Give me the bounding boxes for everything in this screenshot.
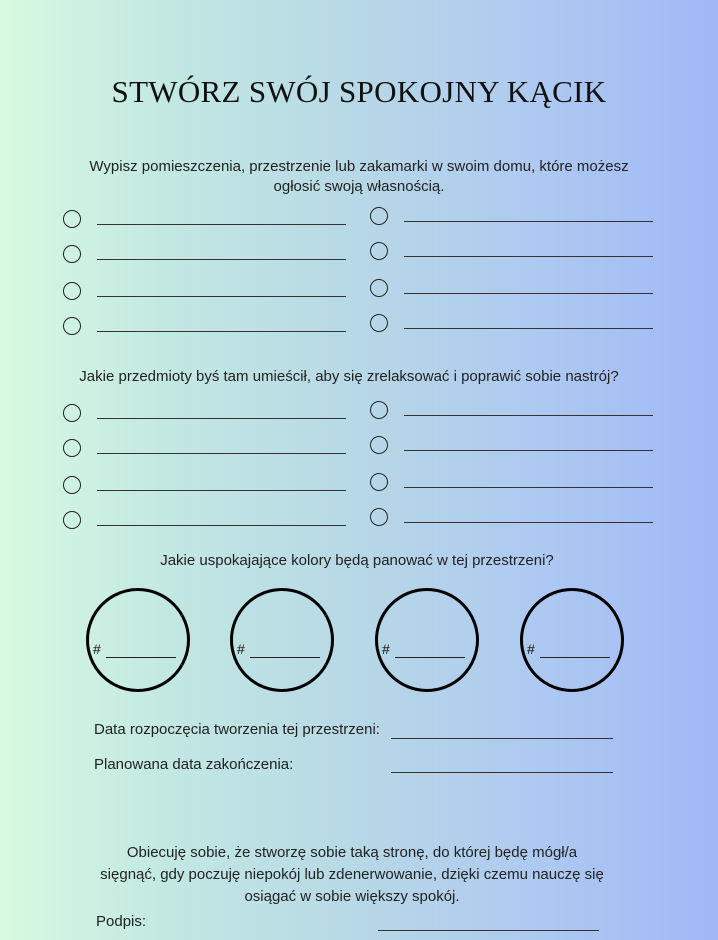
list-item[interactable] — [63, 210, 363, 236]
color-code-line[interactable] — [250, 657, 320, 658]
end-date-line[interactable] — [391, 772, 613, 773]
color-circle[interactable] — [230, 588, 334, 692]
checkbox-circle[interactable] — [370, 279, 388, 297]
list-item[interactable] — [370, 508, 670, 534]
color-code-line[interactable] — [395, 657, 465, 658]
color-circle[interactable] — [375, 588, 479, 692]
list-item[interactable] — [370, 242, 670, 268]
checkbox-circle[interactable] — [370, 436, 388, 454]
list-item[interactable] — [370, 473, 670, 499]
answer-line[interactable] — [404, 522, 653, 523]
answer-line[interactable] — [97, 490, 346, 491]
signature-line[interactable] — [378, 930, 599, 931]
checkbox-circle[interactable] — [63, 210, 81, 228]
checkbox-circle[interactable] — [63, 245, 81, 263]
answer-line[interactable] — [404, 328, 653, 329]
list-item[interactable] — [63, 282, 363, 308]
hash-sign: # — [382, 641, 390, 657]
list-item[interactable] — [370, 314, 670, 340]
list-item[interactable] — [63, 476, 363, 502]
answer-line[interactable] — [404, 221, 653, 222]
start-date-line[interactable] — [391, 738, 613, 739]
promise-text — [0, 842, 704, 908]
section1-prompt — [0, 157, 718, 197]
list-item[interactable] — [63, 511, 363, 537]
list-item[interactable] — [370, 401, 670, 427]
answer-line[interactable] — [97, 331, 346, 332]
checkbox-circle[interactable] — [63, 282, 81, 300]
section3-prompt: Jakie uspokajające kolory będą panować w tej przestrzeni? — [160, 552, 554, 569]
answer-line[interactable] — [404, 450, 653, 451]
checkbox-circle[interactable] — [370, 207, 388, 225]
checkbox-circle[interactable] — [63, 439, 81, 457]
list-item[interactable] — [370, 207, 670, 233]
list-item[interactable] — [63, 317, 363, 343]
color-circle[interactable] — [520, 588, 624, 692]
answer-line[interactable] — [404, 415, 653, 416]
checkbox-circle[interactable] — [370, 314, 388, 332]
checkbox-circle[interactable] — [370, 508, 388, 526]
section2-prompt: Jakie przedmioty byś tam umieścił, aby się zrelaksować i poprawić sobie nastrój? — [79, 368, 619, 385]
hash-sign: # — [237, 641, 245, 657]
list-item[interactable] — [63, 245, 363, 271]
promise-line3: osiągać w sobie większy spokój. — [244, 888, 460, 905]
section1-prompt-line1: Wypisz pomieszczenia, przestrzenie lub zakamarki w swoim domu, które możesz — [89, 158, 629, 175]
color-code-line[interactable] — [106, 657, 176, 658]
list-item[interactable] — [63, 404, 363, 430]
hash-sign: # — [93, 641, 101, 657]
checkbox-circle[interactable] — [63, 404, 81, 422]
section1-prompt-line2: ogłosić swoją własnością. — [273, 178, 445, 195]
promise-line1: Obiecuję sobie, że stworzę sobie taką stronę, do której będę mógł/a — [126, 844, 578, 861]
list-item[interactable] — [63, 439, 363, 465]
answer-line[interactable] — [97, 224, 346, 225]
answer-line[interactable] — [97, 418, 346, 419]
answer-line[interactable] — [97, 259, 346, 260]
list-item[interactable] — [370, 279, 670, 305]
checkbox-circle[interactable] — [63, 511, 81, 529]
promise-line2: sięgnąć, gdy poczuję niepokój lub zdenerwowanie, dzięki czemu nauczę się — [100, 866, 604, 883]
page-title: STWÓRZ SWÓJ SPOKOJNY KĄCIK — [111, 74, 607, 109]
color-code-line[interactable] — [540, 657, 610, 658]
checkbox-circle[interactable] — [63, 317, 81, 335]
checkbox-circle[interactable] — [370, 242, 388, 260]
answer-line[interactable] — [97, 453, 346, 454]
signature-label: Podpis: — [96, 913, 147, 930]
checkbox-circle[interactable] — [370, 401, 388, 419]
checkbox-circle[interactable] — [63, 476, 81, 494]
answer-line[interactable] — [404, 293, 653, 294]
end-date-label: Planowana data zakończenia: — [94, 756, 294, 773]
answer-line[interactable] — [404, 256, 653, 257]
start-date-label: Data rozpoczęcia tworzenia tej przestrzeni: — [94, 721, 380, 738]
hash-sign: # — [527, 641, 535, 657]
color-circle[interactable] — [86, 588, 190, 692]
checkbox-circle[interactable] — [370, 473, 388, 491]
answer-line[interactable] — [404, 487, 653, 488]
list-item[interactable] — [370, 436, 670, 462]
answer-line[interactable] — [97, 525, 346, 526]
answer-line[interactable] — [97, 296, 346, 297]
